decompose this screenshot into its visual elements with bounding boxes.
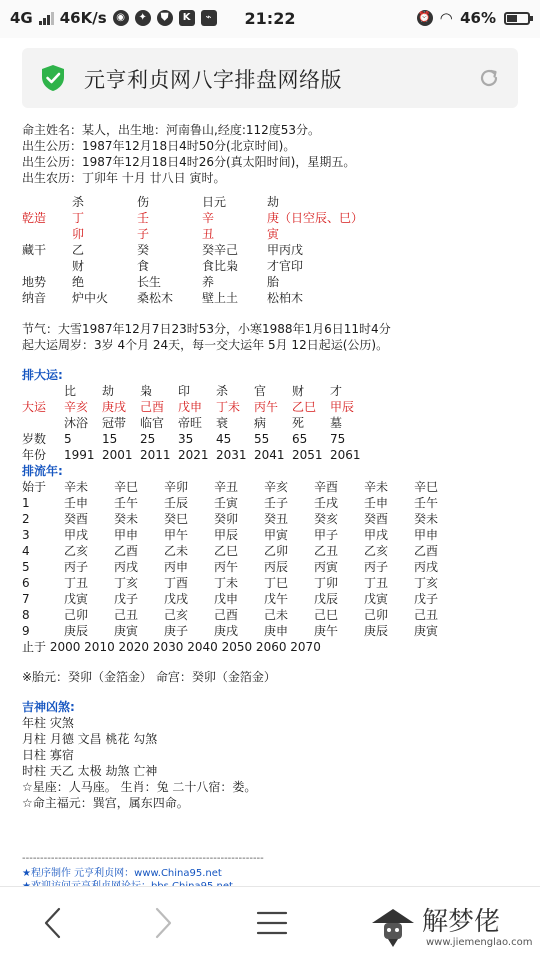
status-bar: [0, 0, 540, 38]
shishen-cell: 日元: [202, 195, 227, 209]
canggan-shishen-cell: [22, 258, 72, 274]
liunian-ganzhi-cell: 甲午: [164, 528, 189, 542]
liunian-ganzhi-cell: 辛巳: [114, 480, 139, 494]
liunian-ganzhi-cell: 戊戌: [164, 592, 189, 606]
dayun-table: [22, 383, 522, 463]
watermark-text: 解梦佬: [422, 907, 501, 937]
dayun-shishen-cell: 劫: [102, 384, 115, 398]
taiyuan-minggong: ※胎元：癸卯（金箔金） 命宫：癸卯（金箔金）: [22, 670, 276, 684]
liunian-ganzhi-cell: 丙戌: [114, 560, 139, 574]
zhi-cell: 子: [137, 227, 150, 241]
back-arrow-icon[interactable]: [34, 903, 74, 943]
shensha-heading: 吉神凶煞:: [22, 700, 75, 714]
dayun-ganzhi-cell: 乙巳: [292, 400, 317, 414]
network-speed: 46K/s: [59, 9, 107, 27]
canggan-cell: 甲丙戊: [267, 243, 304, 257]
liunian-ganzhi-cell: 丙戌: [414, 560, 439, 574]
jieqi-line: 节气：大雪1987年12月7日23时53分，小寒1988年1月6日11时4分: [22, 322, 391, 336]
liunian-ganzhi-cell: 乙未: [164, 544, 189, 558]
liunian-ganzhi-cell: 壬戌: [314, 496, 339, 510]
dayun-age-cell: 岁数: [22, 432, 47, 446]
liunian-heading: 排流年:: [22, 464, 63, 478]
liunian-ganzhi-cell: 壬申: [64, 496, 89, 510]
canggan-shishen-cell: 食: [137, 259, 150, 273]
liunian-ganzhi-cell: 丙子: [364, 560, 389, 574]
fortune-teller-icon: [368, 901, 418, 951]
usb-icon: ⌁: [201, 10, 217, 26]
dayun-year-cell: 2041: [254, 448, 285, 462]
canggan-cell: 癸: [137, 243, 150, 257]
dishi-cell: 养: [202, 275, 215, 289]
wifi-icon: ◠: [440, 9, 453, 27]
dayun-age-cell: 35: [178, 432, 194, 446]
liunian-ganzhi-cell: 丁亥: [414, 576, 439, 590]
constellation-line: ☆星座：人马座。 生肖：兔 二十八宿：娄。: [22, 780, 257, 794]
liunian-ganzhi-cell: 丁丑: [364, 576, 389, 590]
liunian-ganzhi-cell: 辛亥: [264, 480, 289, 494]
liunian-ganzhi-cell: 癸卯: [214, 512, 239, 526]
liunian-row-label: 6: [22, 576, 30, 590]
liunian-ganzhi-cell: 辛未: [364, 480, 389, 494]
shensha-hour: 时柱 天乙 太极 劫煞 亡神: [22, 764, 158, 778]
qianzao-cell: 乾造: [22, 211, 47, 225]
liunian-ganzhi-cell: 甲寅: [264, 528, 289, 542]
liunian-ganzhi-cell: 丁酉: [164, 576, 189, 590]
dayun-changsheng-cell: [22, 415, 64, 431]
info-beijing-time: 出生公历：1987年12月18日4时50分(北京时间)。: [22, 139, 296, 153]
battery-icon: [504, 12, 530, 25]
liunian-ganzhi-cell: 丁亥: [114, 576, 139, 590]
vpn-icon: ✦: [135, 10, 151, 26]
shishen-cell: [22, 194, 72, 210]
qianzao-cell: 丁: [72, 211, 85, 225]
dayun-shishen-cell: 财: [292, 384, 305, 398]
liunian-ganzhi-cell: 庚午: [314, 624, 339, 638]
dayun-ganzhi-cell: 丙午: [254, 400, 279, 414]
dishi-cell: 地势: [22, 275, 47, 289]
liunian-ganzhi-cell: 庚戌: [214, 624, 239, 638]
liunian-ganzhi-cell: 戊子: [414, 592, 439, 606]
canggan-shishen-cell: 财: [72, 259, 85, 273]
liunian-row-label: 4: [22, 544, 30, 558]
liunian-ganzhi-cell: 甲申: [414, 528, 439, 542]
liunian-ganzhi-cell: 己丑: [114, 608, 139, 622]
liunian-ganzhi-cell: 癸亥: [314, 512, 339, 526]
watermark-logo: [368, 897, 538, 955]
dayun-shishen-cell: 枭: [140, 384, 153, 398]
dayun-changsheng-cell: 临官: [140, 416, 165, 430]
liunian-ganzhi-cell: 壬申: [364, 496, 389, 510]
liunian-ganzhi-cell: 丙寅: [314, 560, 339, 574]
liunian-ganzhi-cell: 己酉: [214, 608, 239, 622]
qianzao-cell: 庚（日空辰、巳）: [267, 211, 364, 225]
qiyun-line: 起大运周岁：3岁 4个月 24天，每一交大运年 5月 12日起运(公历)。: [22, 338, 389, 352]
canggan-cell: 乙: [72, 243, 85, 257]
signal-icon: [39, 11, 54, 25]
liunian-ganzhi-cell: 己未: [264, 608, 289, 622]
liunian-ganzhi-cell: 戊辰: [314, 592, 339, 606]
dayun-year-cell: 2031: [216, 448, 247, 462]
zhi-cell: 寅: [267, 227, 280, 241]
liunian-ganzhi-cell: 癸丑: [264, 512, 289, 526]
canggan-shishen-cell: 才官印: [267, 259, 304, 273]
dayun-age-cell: 75: [330, 432, 346, 446]
liunian-ganzhi-cell: 乙亥: [64, 544, 89, 558]
liunian-ganzhi-cell: 癸酉: [64, 512, 89, 526]
dayun-age-cell: 5: [64, 432, 72, 446]
dayun-shishen-cell: [22, 383, 64, 399]
liunian-ganzhi-cell: 戊申: [214, 592, 239, 606]
menu-icon[interactable]: [252, 903, 292, 943]
sizhu-table: [22, 194, 522, 306]
zhi-cell: 卯: [72, 227, 85, 241]
dayun-changsheng-cell: 死: [292, 416, 305, 430]
liunian-ganzhi-cell: 壬子: [264, 496, 289, 510]
liunian-ganzhi-cell: 癸巳: [164, 512, 189, 526]
liunian-ganzhi-cell: 壬午: [114, 496, 139, 510]
liunian-ganzhi-cell: 己亥: [164, 608, 189, 622]
liunian-ganzhi-cell: 乙酉: [114, 544, 139, 558]
liunian-ganzhi-cell: 丙辰: [264, 560, 289, 574]
forward-arrow-icon[interactable]: [142, 903, 182, 943]
liunian-row-label: 8: [22, 608, 30, 622]
dayun-year-cell: 1991: [64, 448, 95, 462]
liunian-ganzhi-cell: 甲子: [314, 528, 339, 542]
dayun-year-cell: 2011: [140, 448, 171, 462]
liunian-ganzhi-cell: 丙午: [214, 560, 239, 574]
shensha-year: 年柱 灾煞: [22, 716, 74, 730]
status-right: [417, 9, 530, 27]
liunian-ganzhi-cell: 丙申: [164, 560, 189, 574]
app-notification-icon: ◉: [113, 10, 129, 26]
liunian-ganzhi-cell: 庚辰: [364, 624, 389, 638]
dayun-age-cell: 65: [292, 432, 308, 446]
liunian-ganzhi-cell: 甲戌: [64, 528, 89, 542]
liunian-ganzhi-cell: 丁巳: [264, 576, 289, 590]
liunian-ganzhi-cell: 壬辰: [164, 496, 189, 510]
dayun-ganzhi-cell: 甲辰: [330, 400, 355, 414]
dayun-changsheng-cell: 冠带: [102, 416, 127, 430]
liunian-ganzhi-cell: 乙丑: [314, 544, 339, 558]
liunian-ganzhi-cell: 庚寅: [414, 624, 439, 638]
nayin-cell: 纳音: [22, 291, 47, 305]
liunian-row-label: 3: [22, 528, 30, 542]
liunian-ganzhi-cell: 庚申: [264, 624, 289, 638]
liunian-ganzhi-cell: 乙亥: [364, 544, 389, 558]
dayun-ganzhi-cell: 己酉: [140, 400, 165, 414]
liunian-ganzhi-cell: 癸未: [114, 512, 139, 526]
dayun-changsheng-cell: 墓: [330, 416, 343, 430]
liunian-ganzhi-cell: 甲辰: [214, 528, 239, 542]
liunian-ganzhi-cell: 丁未: [214, 576, 239, 590]
dayun-ganzhi-cell: 辛亥: [64, 400, 89, 414]
liunian-ganzhi-cell: 乙酉: [414, 544, 439, 558]
dayun-heading: 排大运:: [22, 368, 63, 382]
canggan-cell: 藏干: [22, 243, 47, 257]
dayun-shishen-cell: 才: [330, 384, 343, 398]
liunian-ganzhi-cell: 庚子: [164, 624, 189, 638]
bottom-navigation: [0, 886, 540, 960]
liunian-ganzhi-cell: 乙巳: [214, 544, 239, 558]
shishen-cell: 杀: [72, 195, 85, 209]
bazi-result: [22, 122, 522, 893]
status-left: [10, 9, 217, 27]
qianzao-cell: 壬: [137, 211, 150, 225]
dayun-changsheng-cell: 沐浴: [64, 416, 89, 430]
dayun-ganzhi-cell: 戊申: [178, 400, 203, 414]
dayun-age-cell: 25: [140, 432, 156, 446]
nayin-cell: 炉中火: [72, 291, 109, 305]
shield-notification-icon: ⛊: [157, 10, 173, 26]
liunian-row-label: 9: [22, 624, 30, 638]
liunian-ganzhi-cell: 丁丑: [64, 576, 89, 590]
info-solar-time: 出生公历：1987年12月18日4时26分(真太阳时间)，星期五。: [22, 155, 356, 169]
page-title[interactable]: 元亨利贞网八字排盘网络版: [84, 68, 342, 92]
dayun-ganzhi-cell: 大运: [22, 400, 47, 414]
liunian-ganzhi-cell: 戊子: [114, 592, 139, 606]
liunian-ganzhi-cell: 戊寅: [364, 592, 389, 606]
footer-program-link[interactable]: ★程序制作 元亨利贞网：www.China95.net: [22, 868, 222, 879]
liunian-ganzhi-cell: 甲戌: [364, 528, 389, 542]
liunian-ganzhi-cell: 己丑: [414, 608, 439, 622]
dayun-year-cell: 2001: [102, 448, 133, 462]
shishen-cell: 伤: [137, 195, 150, 209]
dayun-changsheng-cell: 帝旺: [178, 416, 203, 430]
liunian-ganzhi-cell: 癸未: [414, 512, 439, 526]
liunian-row-label: 始于: [22, 480, 47, 494]
liunian-ganzhi-cell: 辛未: [64, 480, 89, 494]
liunian-ganzhi-cell: 丁卯: [314, 576, 339, 590]
nayin-cell: 松柏木: [267, 291, 304, 305]
watermark-url: www.jiemenglao.com: [426, 937, 533, 948]
address-bar[interactable]: [22, 48, 518, 108]
liunian-ganzhi-cell: 辛酉: [314, 480, 339, 494]
shensha-day: 日柱 寡宿: [22, 748, 74, 762]
secure-shield-icon: [40, 64, 66, 92]
network-type: 4G: [10, 9, 33, 27]
alarm-icon: ⏰: [417, 10, 433, 26]
qianzao-cell: 辛: [202, 211, 215, 225]
dayun-age-cell: 55: [254, 432, 270, 446]
liunian-ganzhi-cell: 乙卯: [264, 544, 289, 558]
dayun-shishen-cell: 杀: [216, 384, 229, 398]
liunian-ganzhi-cell: 戊午: [264, 592, 289, 606]
shensha-month: 月柱 月德 文昌 桃花 勾煞: [22, 732, 158, 746]
dayun-age-cell: 45: [216, 432, 232, 446]
liunian-row-label: 5: [22, 560, 30, 574]
liunian-ganzhi-cell: 癸酉: [364, 512, 389, 526]
liunian-row-label: 7: [22, 592, 30, 606]
info-lunar-date: 出生农历：丁卯年 十月 廿八日 寅时。: [22, 171, 226, 185]
canggan-cell: 癸辛己: [202, 243, 239, 257]
dayun-ganzhi-cell: 丁未: [216, 400, 241, 414]
dayun-shishen-cell: 官: [254, 384, 267, 398]
liunian-ganzhi-cell: 壬寅: [214, 496, 239, 510]
zhi-cell: 丑: [202, 227, 215, 241]
dishi-cell: 长生: [137, 275, 162, 289]
dayun-changsheng-cell: 病: [254, 416, 267, 430]
liunian-ganzhi-cell: 丙子: [64, 560, 89, 574]
dayun-year-cell: 2021: [178, 448, 209, 462]
liunian-table: [22, 479, 522, 639]
battery-percent: 46%: [460, 9, 496, 27]
liunian-row-label: 1: [22, 496, 30, 510]
liunian-end-years: 止于 2000 2010 2020 2030 2040 2050 2060 2070: [22, 640, 321, 654]
dayun-age-cell: 15: [102, 432, 118, 446]
k-app-icon: K: [179, 10, 195, 26]
nayin-cell: 壁上土: [202, 291, 239, 305]
liunian-ganzhi-cell: 甲申: [114, 528, 139, 542]
liunian-ganzhi-cell: 己卯: [64, 608, 89, 622]
liunian-row-label: 2: [22, 512, 30, 526]
footer-divider: -------------------------------------------------------------------: [22, 853, 264, 864]
liunian-ganzhi-cell: 辛卯: [164, 480, 189, 494]
liunian-ganzhi-cell: 辛丑: [214, 480, 239, 494]
dayun-shishen-cell: 比: [64, 384, 77, 398]
status-time: 21:22: [244, 9, 296, 28]
mingzhu-line: ☆命主福元：巽宫，属东四命。: [22, 796, 189, 810]
nayin-cell: 桑松木: [137, 291, 174, 305]
shishen-cell: 劫: [267, 195, 280, 209]
info-name: 命主姓名：某人，出生地：河南鲁山,经度:112度53分。: [22, 123, 321, 137]
canggan-shishen-cell: 食比枭: [202, 259, 239, 273]
dayun-year-cell: 年份: [22, 448, 47, 462]
dayun-year-cell: 2051: [292, 448, 323, 462]
dayun-year-cell: 2061: [330, 448, 361, 462]
dishi-cell: 绝: [72, 275, 85, 289]
dishi-cell: 胎: [267, 275, 280, 289]
dayun-ganzhi-cell: 庚戌: [102, 400, 127, 414]
liunian-ganzhi-cell: 庚辰: [64, 624, 89, 638]
liunian-ganzhi-cell: 庚寅: [114, 624, 139, 638]
liunian-ganzhi-cell: 壬午: [414, 496, 439, 510]
zhi-cell: [22, 226, 72, 242]
dayun-changsheng-cell: 衰: [216, 416, 229, 430]
liunian-ganzhi-cell: 己巳: [314, 608, 339, 622]
liunian-ganzhi-cell: 己卯: [364, 608, 389, 622]
liunian-ganzhi-cell: 戊寅: [64, 592, 89, 606]
dayun-shishen-cell: 印: [178, 384, 191, 398]
liunian-ganzhi-cell: 辛巳: [414, 480, 439, 494]
reload-icon[interactable]: [478, 67, 500, 89]
